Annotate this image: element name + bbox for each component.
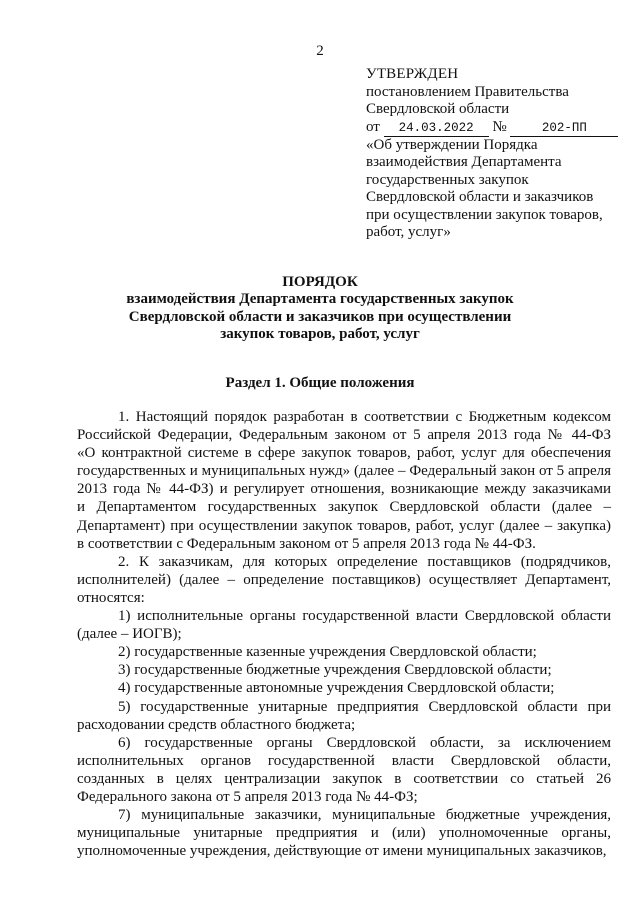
paragraph [77,661,611,679]
paragraph-line: 2013 года № 44-ФЗ) и регулирует отношения, возникающие между заказчиками [77,481,611,498]
paragraph-line: (далее – ИОГВ); [77,626,182,643]
page-number: 2 [316,43,324,59]
paragraph-line: уполномоченные учреждения, действующие от имени муниципальных заказчиков, [77,843,607,860]
paragraph-line: «О контрактной системе в сфере закупок товаров, работ, услуг для обеспечения [77,445,611,462]
approval-ref-line: государственных закупок [366,171,529,188]
paragraph-line: и Департаментом государственных закупок Свердловской области (далее – [77,499,611,516]
approval-ref-line: Свердловской области и заказчиков [366,189,594,205]
approval-date: 24.03.2022 [384,121,489,137]
paragraph-line: в соответствии с Федеральным законом от 5 апреля 2013 года № 44-ФЗ. [77,535,536,552]
approval-date-line [366,119,628,137]
approval-ref-line: работ, услуг» [366,224,451,240]
paragraph [77,734,611,806]
paragraph-line: исполнителей) (далее – определение поставщиков) осуществляет Департамент, [77,571,611,588]
paragraph-line: Российской Федерации, Федеральным законом от 5 апреля 2013 года № 44-ФЗ [77,427,611,444]
paragraph [77,679,611,697]
paragraph-line: 2) государственные казенные учреждения Свердловской области; [118,644,537,661]
approval-ref-line: «Об утверждении Порядка [366,136,538,153]
document-title: ПОРЯДОК [282,274,358,290]
paragraph-line: 7) муниципальные заказчики, муниципальные бюджетные учреждения, [118,807,611,824]
paragraph-line: муниципальные унитарные предприятия и (или) уполномоченные органы, [77,825,611,842]
paragraph-line: относятся: [77,589,145,606]
paragraph-line: созданных в целях централизации закупок в соответствии со статьей 26 [77,770,611,787]
paragraph-line: 1) исполнительные органы государственной власти Свердловской области [118,608,611,625]
subtitle-line: Свердловской области и заказчиков при осуществлении [128,308,512,325]
document-subtitle [0,291,640,344]
paragraph [77,806,611,860]
paragraph-line: Департамент) при осуществлении закупок товаров, работ, услуг (далее – закупка) [77,517,611,534]
paragraph-line: 2. К заказчикам, для которых определение поставщиков (подрядчиков, [118,553,611,570]
paragraph-line: 4) государственные автономные учреждения Свердловской области; [118,680,555,697]
paragraph-line: исполнительных органов государственной власти Свердловской области, [77,752,611,769]
paragraph [77,607,611,643]
section-title: Раздел 1. Общие положения [225,375,415,391]
approval-title: УТВЕРЖДЕН [366,66,459,82]
paragraph-line: государственных и муниципальных нужд» (далее – Федеральный закон от 5 апреля [77,463,611,480]
paragraph-line: Федерального закона от 5 апреля 2013 года № 44-ФЗ; [77,788,418,805]
paragraph [77,643,611,661]
approval-number: 202-ПП [510,121,618,137]
approval-ref-line: взаимодействия Департамента [366,154,562,170]
document-body [77,408,611,860]
paragraph-line: расходовании средств областного бюджета; [77,716,356,733]
subtitle-line: взаимодействия Департамента государственных закупок [126,291,514,307]
number-prefix: № [492,118,507,135]
paragraph [77,408,611,553]
paragraph [77,553,611,607]
subtitle-line: закупок товаров, работ, услуг [220,326,420,342]
approval-line: постановлением Правительства [366,83,569,100]
approval-stamp [366,66,628,242]
paragraph-line: 3) государственные бюджетные учреждения Свердловской области; [118,662,552,679]
approval-line: Свердловской области [366,101,510,117]
approval-ref-line: при осуществлении закупок товаров, [366,206,603,223]
paragraph-line: 6) государственные органы Свердловской области, за исключением [118,734,611,751]
paragraph-line: 1. Настоящий порядок разработан в соответствии с Бюджетным кодексом [118,409,611,425]
date-prefix: от [366,118,380,135]
paragraph [77,698,611,734]
paragraph-line: 5) государственные унитарные предприятия Свердловской области при [118,698,611,715]
